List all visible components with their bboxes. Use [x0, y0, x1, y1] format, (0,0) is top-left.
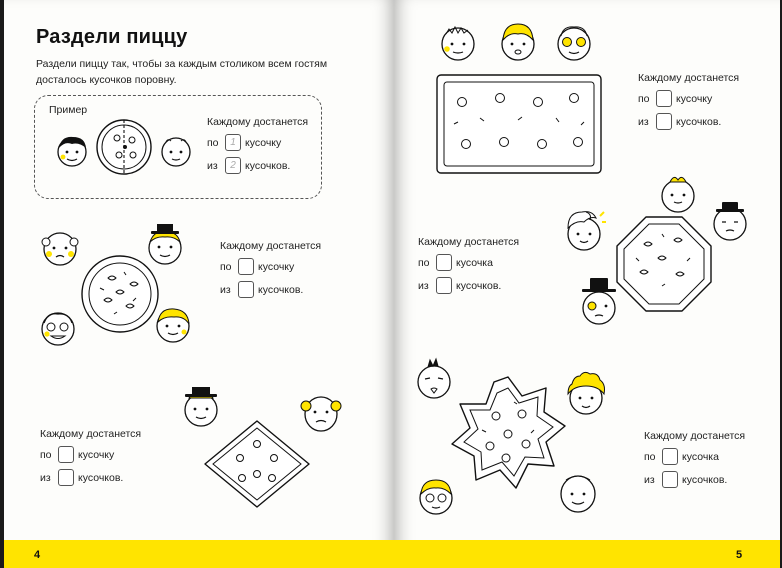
page-number: 4: [34, 549, 41, 561]
of-suffix: кусочков.: [78, 471, 124, 484]
of-prefix: из: [644, 473, 655, 486]
per-suffix: кусочку: [676, 92, 713, 105]
guest-face-icon: [564, 368, 608, 416]
guest-face-icon: [558, 470, 598, 514]
answer-box-per[interactable]: [656, 90, 672, 107]
per-prefix: по: [418, 256, 430, 269]
answer-box-per[interactable]: [238, 258, 254, 275]
guest-face-icon: [554, 22, 594, 62]
per-suffix: кусочку: [258, 260, 295, 273]
answer-box-of[interactable]: [238, 281, 254, 298]
answer-box-per[interactable]: [662, 448, 678, 465]
answer-block: [418, 236, 519, 294]
of-suffix: кусочков.: [676, 115, 722, 128]
per-prefix: по: [220, 260, 232, 273]
per-prefix: по: [644, 450, 656, 463]
octagon-pizza-icon: [614, 214, 714, 314]
answer-block: [644, 430, 745, 488]
answer-box-of: 2: [225, 157, 241, 174]
guest-face-icon: [40, 228, 80, 268]
answer-box-of[interactable]: [662, 471, 678, 488]
answer-block: [220, 240, 321, 298]
guest-face-icon: [498, 18, 538, 62]
per-suffix: кусочку: [78, 448, 115, 461]
per-prefix: по: [207, 136, 219, 149]
answer-box-of[interactable]: [58, 469, 74, 486]
guest-face-icon: [38, 308, 78, 348]
guest-face-icon: [562, 204, 606, 252]
per-suffix: кусочку: [245, 136, 282, 149]
round-pizza-icon: [95, 118, 153, 176]
of-suffix: кусочков.: [682, 473, 728, 486]
of-suffix: кусочков.: [258, 283, 304, 296]
guest-face-icon: [576, 276, 622, 326]
per-prefix: по: [40, 448, 52, 461]
answer-block: [638, 72, 739, 130]
page-number: 5: [736, 549, 743, 561]
answer-block: [40, 428, 141, 486]
answer-box-per: 1: [225, 134, 241, 151]
left-page: [4, 0, 394, 568]
per-prefix: по: [638, 92, 650, 105]
star-pizza-icon: [448, 374, 568, 492]
page-footer-bar: [4, 540, 394, 568]
answer-header: Каждому достанется: [207, 116, 309, 128]
guest-face-icon: [416, 474, 456, 516]
answer-box-of[interactable]: [436, 277, 452, 294]
right-page: [394, 0, 780, 568]
answer-header: Каждому достанется: [638, 72, 740, 84]
round-pizza-icon: [80, 254, 160, 334]
of-prefix: из: [40, 471, 51, 484]
guest-face-icon: [152, 302, 194, 344]
answer-header: Каждому достанется: [418, 236, 520, 248]
example-label: Пример: [49, 104, 88, 116]
answer-box-of[interactable]: [656, 113, 672, 130]
square-pizza-icon: [202, 418, 312, 510]
per-suffix: кусочка: [456, 256, 493, 269]
example-answer-block: [207, 116, 308, 174]
guest-face-icon: [159, 134, 193, 168]
answer-header: Каждому достанется: [644, 430, 746, 442]
of-prefix: из: [207, 159, 218, 172]
of-suffix: кусочков.: [456, 279, 502, 292]
of-prefix: из: [418, 279, 429, 292]
page-footer-bar: [394, 540, 780, 568]
answer-header: Каждому достанется: [40, 428, 142, 440]
per-suffix: кусочка: [682, 450, 719, 463]
answer-box-per[interactable]: [436, 254, 452, 271]
guest-face-icon: [55, 132, 89, 168]
guest-face-icon: [710, 200, 750, 242]
example-box: [34, 95, 322, 199]
page-title: Раздели пиццу: [36, 26, 188, 48]
of-prefix: из: [220, 283, 231, 296]
guest-face-icon: [658, 170, 698, 214]
task-instructions: Раздели пиццу так, чтобы за каждым столиком всем гостям досталось кусочков поровну.: [36, 58, 328, 86]
guest-face-icon: [438, 22, 478, 62]
of-prefix: из: [638, 115, 649, 128]
rectangle-pizza-icon: [434, 72, 604, 176]
answer-header: Каждому достанется: [220, 240, 322, 252]
of-suffix: кусочков.: [245, 159, 291, 172]
answer-box-per[interactable]: [58, 446, 74, 463]
